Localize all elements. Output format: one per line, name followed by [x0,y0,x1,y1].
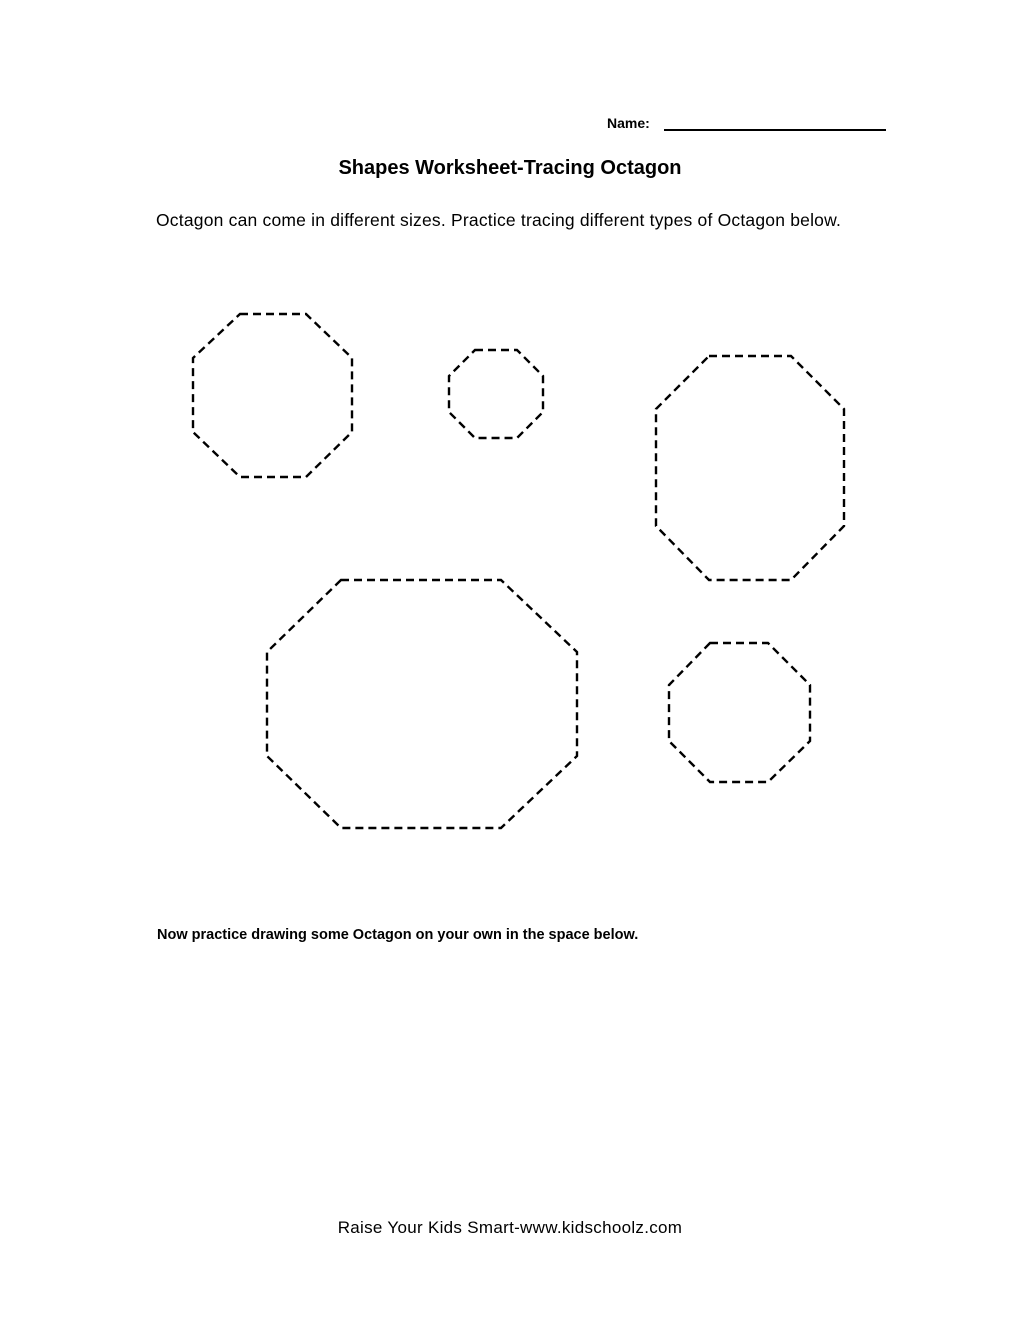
instruction-text: Now practice drawing some Octagon on your own in the space below. [157,927,639,943]
octagon-large-top-right[interactable] [656,356,844,580]
page-title: Shapes Worksheet-Tracing Octagon [338,157,682,179]
octagon-medium-top-left[interactable] [193,314,352,477]
octagon-medium-bottom-right[interactable] [669,643,810,782]
name-label: Name: [607,115,650,131]
octagon-extra-large-bottom-left[interactable] [267,580,577,828]
intro-text: Octagon can come in different sizes. Practice tracing different types of Octagon below. [156,210,842,230]
footer-text: Raise Your Kids Smart-www.kidschoolz.com [337,1218,683,1237]
octagon-small-top-center[interactable] [449,350,543,438]
